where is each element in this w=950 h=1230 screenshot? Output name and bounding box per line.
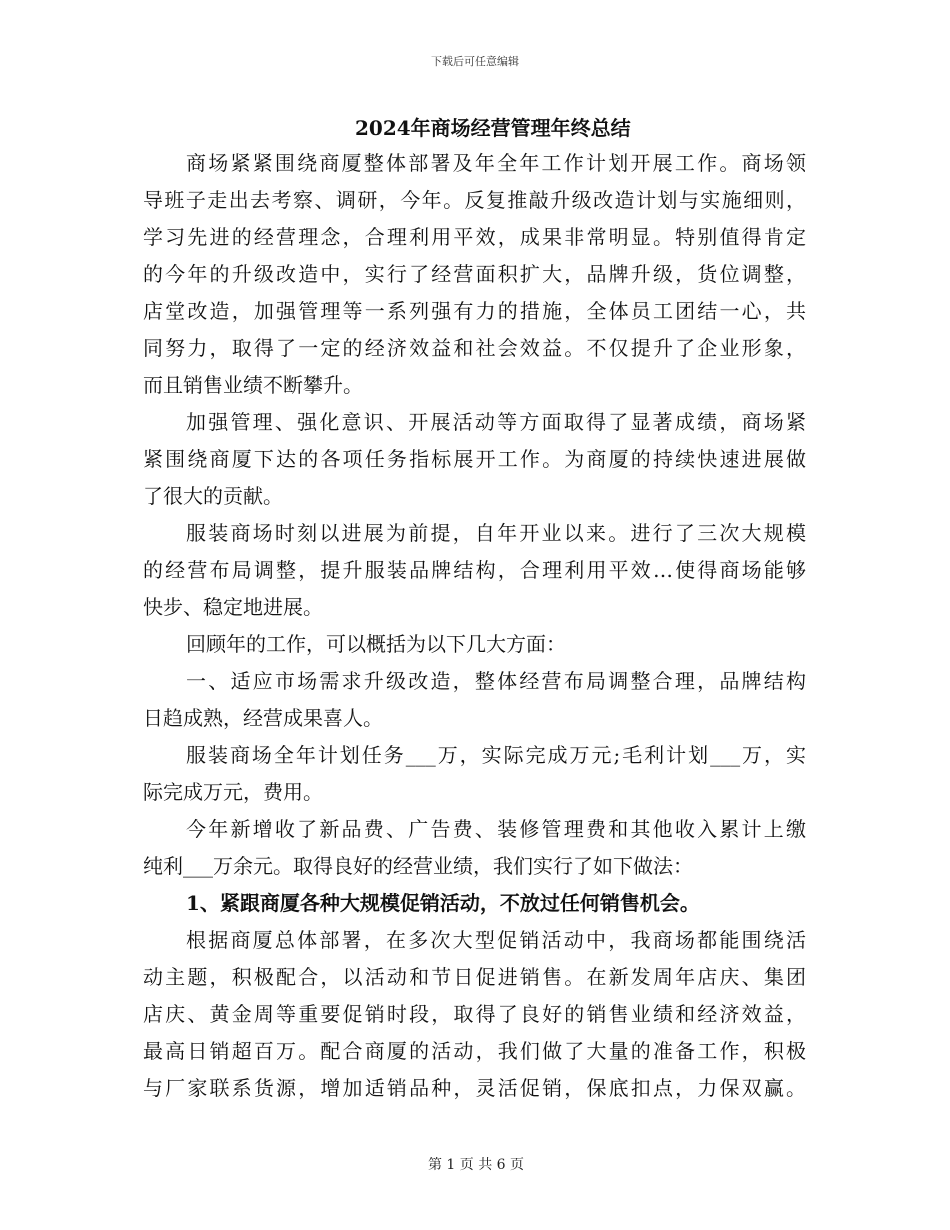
paragraph-4 — [143, 626, 806, 663]
text-line: 店堂改造，加强管理等一系列强有力的措施，全体员工团结一心，共 — [143, 299, 806, 323]
text-line: 同努力，取得了一定的经济效益和社会效益。不仅提升了企业形象， — [143, 336, 806, 360]
paragraph-5 — [143, 663, 806, 737]
text-line: 服装商场全年计划任务___万，实际完成万元;毛利计划___万，实 — [186, 743, 806, 767]
text-line: 回顾年的工作，可以概括为以下几大方面： — [186, 632, 566, 656]
text-line: 的经营布局调整，提升服装品牌结构，合理利用平效…使得商场能够 — [143, 558, 806, 582]
text-line: 服装商场时刻以进展为前提，自年开业以来。进行了三次大规模 — [186, 521, 806, 545]
text-line: 商场紧紧围绕商厦整体部署及年全年工作计划开展工作。商场领 — [186, 151, 806, 175]
text-line: 一、适应市场需求升级改造，整体经营布局调整合理，品牌结构 — [186, 669, 806, 693]
paragraph-3 — [143, 515, 806, 626]
text-line: 日趋成熟，经营成果喜人。 — [143, 706, 383, 730]
text-line: 店庆、黄金周等重要促销时段，取得了良好的销售业绩和经济效益， — [143, 1002, 806, 1026]
text-line: 纯利___万余元。取得良好的经营业绩，我们实行了如下做法： — [143, 854, 693, 878]
paragraph-8 — [143, 922, 806, 1107]
text-line: 了很大的贡献。 — [143, 484, 283, 508]
document-title: 2024年商场经营管理年终总结 — [355, 116, 631, 140]
text-line: 动主题，积极配合，以活动和节日促进销售。在新发周年店庆、集团 — [143, 965, 806, 989]
paragraph-1 — [143, 145, 806, 404]
text-line: 学习先进的经营理念，合理利用平效，成果非常明显。特别值得肯定 — [143, 225, 806, 249]
paragraph-2 — [143, 404, 806, 515]
paragraph-7 — [143, 811, 806, 885]
text-line: 快步、稳定地进展。 — [143, 595, 323, 619]
header-note: 下载后可任意编辑 — [431, 55, 519, 68]
text-line: 与厂家联系货源，增加适销品种，灵活促销，保底扣点，力保双赢。 — [143, 1076, 806, 1100]
text-line: 紧围绕商厦下达的各项任务指标展开工作。为商厦的持续快速进展做 — [143, 447, 806, 471]
text-line: 而且销售业绩不断攀升。 — [143, 373, 363, 397]
text-line: 根据商厦总体部署，在多次大型促销活动中，我商场都能围绕活 — [186, 928, 806, 952]
section-heading-text: 1、紧跟商厦各种大规模促销活动，不放过任何销售机会。 — [186, 891, 700, 915]
section-heading — [143, 885, 806, 922]
paragraph-6 — [143, 737, 806, 811]
text-line: 最高日销超百万。配合商厦的活动，我们做了大量的准备工作，积极 — [143, 1039, 806, 1063]
text-line: 际完成万元，费用。 — [143, 780, 323, 804]
text-line: 加强管理、强化意识、开展活动等方面取得了显著成绩，商场紧 — [186, 410, 806, 434]
text-line: 导班子走出去考察、调研，今年。反复推敲升级改造计划与实施细则， — [143, 188, 806, 212]
text-line: 的今年的升级改造中，实行了经营面积扩大，品牌升级，货位调整， — [143, 262, 806, 286]
text-line: 今年新增收了新品费、广告费、装修管理费和其他收入累计上缴 — [186, 817, 806, 841]
document-body — [143, 145, 806, 1107]
page-footer: 第 1 页 共 6 页 — [427, 1157, 525, 1173]
